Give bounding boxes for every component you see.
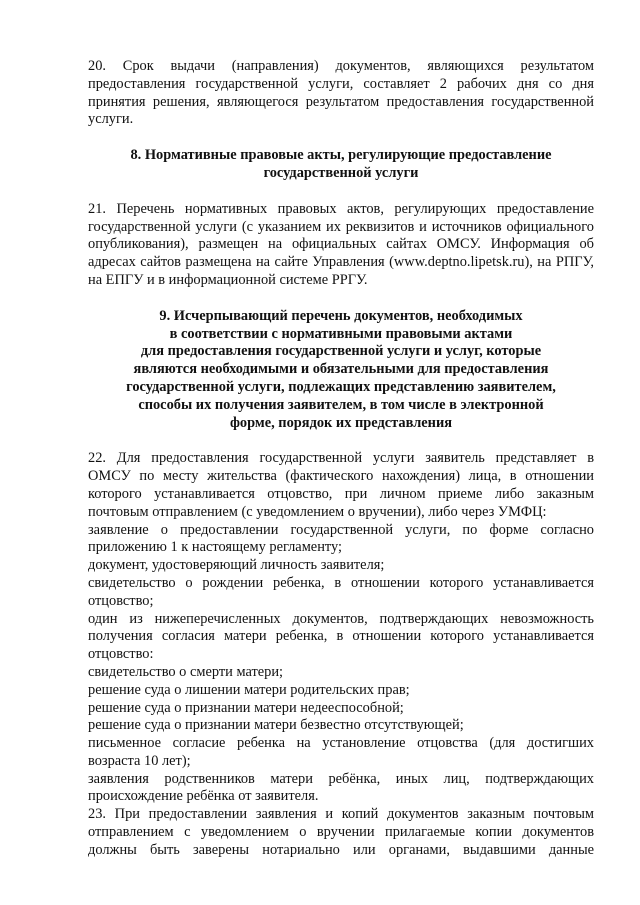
section-heading-8 [88, 147, 594, 183]
text-line: принятия решения, являющегося результатом предоставления государственной [88, 93, 594, 110]
text-line: на ЕПГУ и в информационной системе РРГУ. [88, 271, 368, 288]
heading-line: в соответствии с нормативными правовыми актами [169, 325, 513, 342]
document-page [88, 58, 594, 860]
text-line: документ, удостоверяющий личность заявителя; [88, 557, 385, 574]
text-line: государственной услуги (с указанием их реквизитов и источников официального [88, 218, 594, 235]
text-line: опубликования), размещен на официальных сайтах ОМСУ. Информация об [88, 236, 594, 253]
text-line: отцовство; [88, 592, 154, 609]
text-line: решение суда о признании матери безвестно отсутствующей; [88, 717, 464, 734]
list-item [88, 557, 594, 575]
heading-line: способы их получения заявителем, в том числе в электронной [138, 396, 544, 413]
text-line: заявления родственников матери ребёнка, иных лиц, подтверждающих [88, 770, 594, 787]
text-line: отправлением с уведомлением о вручении прилагаемые копии документов [88, 824, 594, 841]
list-item [88, 735, 594, 771]
text-line: получения согласия матери ребенка, в отношении которого устанавливается [88, 628, 594, 645]
text-line: которого устанавливается отцовство, при личном приеме либо заказным [88, 485, 594, 502]
text-line: предоставления государственной услуги, составляет 2 рабочих дня со дня [88, 75, 594, 92]
text-line: приложению 1 к настоящему регламенту; [88, 539, 342, 556]
section-heading-9 [88, 308, 594, 433]
paragraph-23 [88, 806, 594, 859]
text-line: отцовство: [88, 646, 154, 663]
heading-line: государственной услуги [263, 164, 419, 181]
heading-line: для предоставления государственной услуги и услуг, которые [140, 343, 542, 360]
text-line: свидетельство о смерти матери; [88, 663, 284, 680]
list-item [88, 522, 594, 558]
text-line: 21. Перечень нормативных правовых актов, регулирующих предоставление [88, 200, 594, 217]
text-line: должны быть заверены нотариально или органами, выдавшими данные [88, 841, 594, 858]
text-line: 23. При предоставлении заявления и копий документов заказным почтовым [88, 806, 594, 823]
paragraph-20 [88, 58, 594, 129]
text-line: 20. Срок выдачи (направления) документов, являющихся результатом [88, 58, 594, 74]
heading-line: 9. Исчерпывающий перечень документов, необходимых [159, 307, 523, 324]
list-item [88, 771, 594, 807]
text-line: ОМСУ по месту жительства (фактического нахождения) лица, в отношении [88, 468, 594, 485]
list-item [88, 717, 594, 735]
heading-line: форме, порядок их представления [229, 414, 453, 431]
text-line: заявление о предоставлении государственной услуги, по форме согласно [88, 521, 594, 538]
list-item [88, 611, 594, 664]
text-line: решение суда о признании матери недееспособной; [88, 699, 404, 716]
list-item [88, 664, 594, 682]
paragraph-22 [88, 450, 594, 521]
heading-line: 8. Нормативные правовые акты, регулирующие предоставление [130, 147, 552, 164]
text-line: свидетельство о рождении ребенка, в отношении которого устанавливается [88, 574, 594, 591]
document-list [88, 522, 594, 807]
text-line: 22. Для предоставления государственной услуги заявитель представляет в [88, 450, 594, 467]
heading-line: государственной услуги, подлежащих представлению заявителем, [126, 378, 556, 395]
text-line: происхождение ребёнка от заявителя. [88, 788, 319, 805]
text-line: письменное согласие ребенка на установление отцовства (для достигших [88, 735, 594, 752]
text-line: решение суда о лишении матери родительских прав; [88, 681, 410, 698]
list-item [88, 575, 594, 611]
text-line: услуги. [88, 111, 134, 128]
text-line: возраста 10 лет); [88, 752, 191, 769]
text-line: адресах сайтов размещена на сайте Управления (www.deptno.lipetsk.ru), на РПГУ, [88, 254, 594, 271]
list-item [88, 682, 594, 700]
text-line: почтовым отправлением (с уведомлением о вручении), либо через УМФЦ: [88, 503, 547, 520]
text-line: один из нижеперечисленных документов, подтверждающих невозможность [88, 610, 594, 627]
list-item [88, 700, 594, 718]
paragraph-21 [88, 201, 594, 290]
heading-line: являются необходимыми и обязательными для предоставления [133, 361, 549, 378]
